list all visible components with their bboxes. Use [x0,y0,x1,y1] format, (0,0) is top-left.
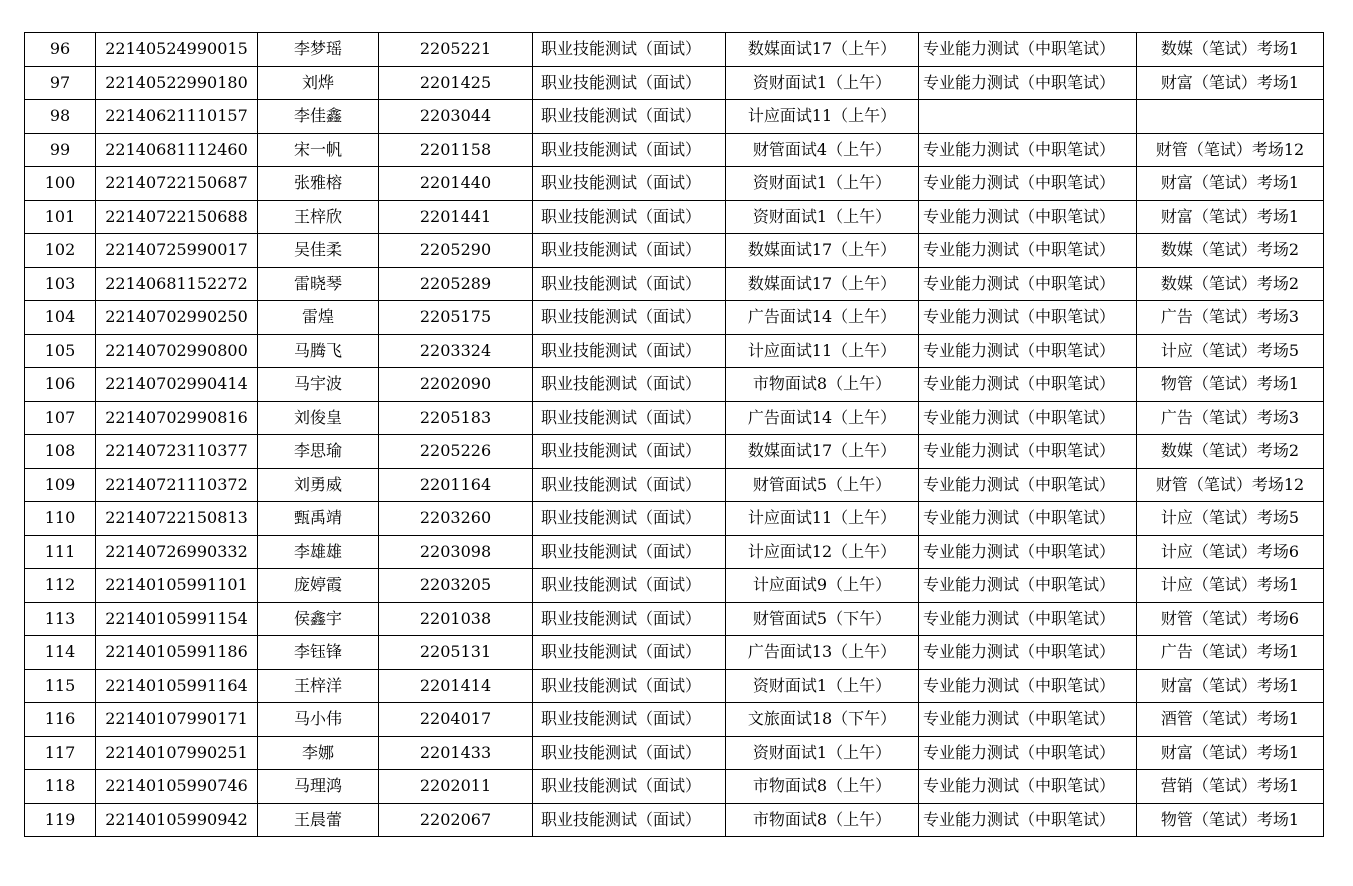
candidate-id-cell: 22140702990414 [96,368,258,402]
seq-number-cell: 111 [25,535,96,569]
table-body [25,33,1324,837]
name-cell: 王晨蕾 [258,803,379,837]
candidate-id-cell: 22140681152272 [96,267,258,301]
interview-group-cell: 广告面试13（上午） [726,636,919,670]
table-row [25,502,1324,536]
name-cell: 马理鸿 [258,770,379,804]
written-test-type-cell: 专业能力测试（中职笔试） [919,803,1137,837]
candidate-id-cell: 22140681112460 [96,133,258,167]
seq-number-cell: 117 [25,736,96,770]
written-room-cell: 广告（笔试）考场1 [1137,636,1324,670]
candidate-id-cell: 22140702990800 [96,334,258,368]
table-row [25,234,1324,268]
interview-group-cell: 财管面试5（下午） [726,602,919,636]
code-cell: 2203324 [379,334,533,368]
interview-group-cell: 广告面试14（上午） [726,301,919,335]
name-cell: 李梦瑶 [258,33,379,67]
code-cell: 2201433 [379,736,533,770]
table-row [25,569,1324,603]
written-test-type-cell [919,100,1137,134]
written-test-type-cell: 专业能力测试（中职笔试） [919,200,1137,234]
written-room-cell: 计应（笔试）考场1 [1137,569,1324,603]
interview-group-cell: 资财面试1（上午） [726,167,919,201]
table-row [25,368,1324,402]
written-test-type-cell: 专业能力测试（中职笔试） [919,502,1137,536]
written-room-cell: 数媒（笔试）考场2 [1137,267,1324,301]
table-row [25,602,1324,636]
code-cell: 2203044 [379,100,533,134]
interview-group-cell: 财管面试5（上午） [726,468,919,502]
name-cell: 李钰锋 [258,636,379,670]
candidate-id-cell: 22140105990746 [96,770,258,804]
name-cell: 李雄雄 [258,535,379,569]
candidate-id-cell: 22140621110157 [96,100,258,134]
seq-number-cell: 112 [25,569,96,603]
interview-group-cell: 财管面试4（上午） [726,133,919,167]
name-cell: 马小伟 [258,703,379,737]
written-test-type-cell: 专业能力测试（中职笔试） [919,770,1137,804]
interview-group-cell: 市物面试8（上午） [726,368,919,402]
code-cell: 2202067 [379,803,533,837]
code-cell: 2205289 [379,267,533,301]
written-room-cell: 营销（笔试）考场1 [1137,770,1324,804]
written-room-cell: 财富（笔试）考场1 [1137,669,1324,703]
code-cell: 2203260 [379,502,533,536]
interview-group-cell: 计应面试9（上午） [726,569,919,603]
test-type-cell: 职业技能测试（面试） [533,368,726,402]
seq-number-cell: 108 [25,435,96,469]
table-row [25,33,1324,67]
written-room-cell: 财富（笔试）考场1 [1137,200,1324,234]
code-cell: 2205183 [379,401,533,435]
test-type-cell: 职业技能测试（面试） [533,703,726,737]
interview-group-cell: 资财面试1（上午） [726,736,919,770]
written-test-type-cell: 专业能力测试（中职笔试） [919,133,1137,167]
code-cell: 2204017 [379,703,533,737]
interview-group-cell: 计应面试11（上午） [726,334,919,368]
table-row [25,401,1324,435]
seq-number-cell: 119 [25,803,96,837]
candidate-id-cell: 22140105991154 [96,602,258,636]
written-room-cell: 物管（笔试）考场1 [1137,803,1324,837]
test-type-cell: 职业技能测试（面试） [533,267,726,301]
test-type-cell: 职业技能测试（面试） [533,167,726,201]
candidate-id-cell: 22140722150688 [96,200,258,234]
written-room-cell: 财富（笔试）考场1 [1137,736,1324,770]
candidate-id-cell: 22140105991186 [96,636,258,670]
seq-number-cell: 100 [25,167,96,201]
code-cell: 2201158 [379,133,533,167]
seq-number-cell: 105 [25,334,96,368]
test-type-cell: 职业技能测试（面试） [533,66,726,100]
candidate-id-cell: 22140702990250 [96,301,258,335]
candidate-id-cell: 22140702990816 [96,401,258,435]
written-test-type-cell: 专业能力测试（中职笔试） [919,33,1137,67]
written-room-cell: 财富（笔试）考场1 [1137,167,1324,201]
written-test-type-cell: 专业能力测试（中职笔试） [919,334,1137,368]
table-row [25,435,1324,469]
written-test-type-cell: 专业能力测试（中职笔试） [919,535,1137,569]
name-cell: 李佳鑫 [258,100,379,134]
name-cell: 宋一帆 [258,133,379,167]
written-test-type-cell: 专业能力测试（中职笔试） [919,401,1137,435]
code-cell: 2201425 [379,66,533,100]
table-row [25,167,1324,201]
code-cell: 2203205 [379,569,533,603]
candidate-id-cell: 22140722150813 [96,502,258,536]
name-cell: 刘烨 [258,66,379,100]
test-type-cell: 职业技能测试（面试） [533,602,726,636]
table-row [25,803,1324,837]
test-type-cell: 职业技能测试（面试） [533,435,726,469]
written-room-cell: 计应（笔试）考场6 [1137,535,1324,569]
interview-group-cell: 数媒面试17（上午） [726,33,919,67]
written-room-cell: 计应（笔试）考场5 [1137,502,1324,536]
candidate-id-cell: 22140107990171 [96,703,258,737]
interview-group-cell: 文旅面试18（下午） [726,703,919,737]
seq-number-cell: 116 [25,703,96,737]
seq-number-cell: 107 [25,401,96,435]
seq-number-cell: 96 [25,33,96,67]
test-type-cell: 职业技能测试（面试） [533,334,726,368]
written-test-type-cell: 专业能力测试（中职笔试） [919,636,1137,670]
written-test-type-cell: 专业能力测试（中职笔试） [919,234,1137,268]
written-room-cell: 财富（笔试）考场1 [1137,66,1324,100]
test-type-cell: 职业技能测试（面试） [533,502,726,536]
seq-number-cell: 106 [25,368,96,402]
code-cell: 2202090 [379,368,533,402]
interview-group-cell: 广告面试14（上午） [726,401,919,435]
written-room-cell [1137,100,1324,134]
written-room-cell: 数媒（笔试）考场1 [1137,33,1324,67]
code-cell: 2205290 [379,234,533,268]
code-cell: 2205226 [379,435,533,469]
written-test-type-cell: 专业能力测试（中职笔试） [919,602,1137,636]
test-type-cell: 职业技能测试（面试） [533,736,726,770]
name-cell: 刘勇威 [258,468,379,502]
table-row [25,100,1324,134]
name-cell: 吴佳柔 [258,234,379,268]
name-cell: 雷晓琴 [258,267,379,301]
test-type-cell: 职业技能测试（面试） [533,401,726,435]
interview-group-cell: 资财面试1（上午） [726,66,919,100]
seq-number-cell: 109 [25,468,96,502]
table-row [25,133,1324,167]
code-cell: 2201164 [379,468,533,502]
code-cell: 2202011 [379,770,533,804]
interview-group-cell: 资财面试1（上午） [726,669,919,703]
seq-number-cell: 101 [25,200,96,234]
name-cell: 庞婷霞 [258,569,379,603]
candidate-id-cell: 22140522990180 [96,66,258,100]
seq-number-cell: 104 [25,301,96,335]
written-room-cell: 广告（笔试）考场3 [1137,401,1324,435]
seq-number-cell: 102 [25,234,96,268]
table-row [25,770,1324,804]
name-cell: 马宇波 [258,368,379,402]
test-type-cell: 职业技能测试（面试） [533,569,726,603]
interview-group-cell: 市物面试8（上午） [726,803,919,837]
code-cell: 2201440 [379,167,533,201]
table-row [25,334,1324,368]
candidate-id-cell: 22140721110372 [96,468,258,502]
name-cell: 侯鑫宇 [258,602,379,636]
test-type-cell: 职业技能测试（面试） [533,803,726,837]
written-room-cell: 数媒（笔试）考场2 [1137,435,1324,469]
written-test-type-cell: 专业能力测试（中职笔试） [919,435,1137,469]
seq-number-cell: 103 [25,267,96,301]
written-test-type-cell: 专业能力测试（中职笔试） [919,736,1137,770]
written-test-type-cell: 专业能力测试（中职笔试） [919,167,1137,201]
candidate-id-cell: 22140105991164 [96,669,258,703]
table-row [25,535,1324,569]
interview-group-cell: 数媒面试17（上午） [726,267,919,301]
seq-number-cell: 114 [25,636,96,670]
written-test-type-cell: 专业能力测试（中职笔试） [919,267,1137,301]
test-type-cell: 职业技能测试（面试） [533,301,726,335]
name-cell: 马腾飞 [258,334,379,368]
table-row [25,636,1324,670]
name-cell: 张雅榕 [258,167,379,201]
written-room-cell: 物管（笔试）考场1 [1137,368,1324,402]
table-row [25,468,1324,502]
seq-number-cell: 118 [25,770,96,804]
test-type-cell: 职业技能测试（面试） [533,33,726,67]
code-cell: 2205131 [379,636,533,670]
code-cell: 2201414 [379,669,533,703]
test-type-cell: 职业技能测试（面试） [533,535,726,569]
written-room-cell: 财管（笔试）考场12 [1137,468,1324,502]
interview-group-cell: 数媒面试17（上午） [726,435,919,469]
interview-group-cell: 计应面试12（上午） [726,535,919,569]
table-row [25,736,1324,770]
code-cell: 2205175 [379,301,533,335]
seq-number-cell: 113 [25,602,96,636]
written-room-cell: 酒管（笔试）考场1 [1137,703,1324,737]
candidate-id-cell: 22140105991101 [96,569,258,603]
written-test-type-cell: 专业能力测试（中职笔试） [919,301,1137,335]
seq-number-cell: 99 [25,133,96,167]
table-row [25,66,1324,100]
name-cell: 王梓欣 [258,200,379,234]
table-row [25,267,1324,301]
test-type-cell: 职业技能测试（面试） [533,770,726,804]
name-cell: 王梓洋 [258,669,379,703]
candidate-id-cell: 22140722150687 [96,167,258,201]
written-test-type-cell: 专业能力测试（中职笔试） [919,66,1137,100]
candidate-id-cell: 22140105990942 [96,803,258,837]
seq-number-cell: 98 [25,100,96,134]
candidate-id-cell: 22140524990015 [96,33,258,67]
exam-assignment-table [24,32,1324,837]
test-type-cell: 职业技能测试（面试） [533,133,726,167]
written-test-type-cell: 专业能力测试（中职笔试） [919,468,1137,502]
written-room-cell: 广告（笔试）考场3 [1137,301,1324,335]
name-cell: 李思瑜 [258,435,379,469]
code-cell: 2201441 [379,200,533,234]
code-cell: 2201038 [379,602,533,636]
interview-group-cell: 资财面试1（上午） [726,200,919,234]
interview-group-cell: 市物面试8（上午） [726,770,919,804]
name-cell: 李娜 [258,736,379,770]
test-type-cell: 职业技能测试（面试） [533,100,726,134]
test-type-cell: 职业技能测试（面试） [533,234,726,268]
written-test-type-cell: 专业能力测试（中职笔试） [919,368,1137,402]
code-cell: 2203098 [379,535,533,569]
written-room-cell: 财管（笔试）考场6 [1137,602,1324,636]
name-cell: 甄禹靖 [258,502,379,536]
table-row [25,200,1324,234]
test-type-cell: 职业技能测试（面试） [533,636,726,670]
interview-group-cell: 计应面试11（上午） [726,100,919,134]
written-room-cell: 数媒（笔试）考场2 [1137,234,1324,268]
written-room-cell: 财管（笔试）考场12 [1137,133,1324,167]
table-row [25,669,1324,703]
written-test-type-cell: 专业能力测试（中职笔试） [919,669,1137,703]
candidate-id-cell: 22140723110377 [96,435,258,469]
candidate-id-cell: 22140725990017 [96,234,258,268]
interview-group-cell: 计应面试11（上午） [726,502,919,536]
candidate-id-cell: 22140107990251 [96,736,258,770]
seq-number-cell: 115 [25,669,96,703]
written-test-type-cell: 专业能力测试（中职笔试） [919,703,1137,737]
code-cell: 2205221 [379,33,533,67]
written-room-cell: 计应（笔试）考场5 [1137,334,1324,368]
table-row [25,301,1324,335]
seq-number-cell: 110 [25,502,96,536]
name-cell: 刘俊皇 [258,401,379,435]
table-row [25,703,1324,737]
test-type-cell: 职业技能测试（面试） [533,200,726,234]
interview-group-cell: 数媒面试17（上午） [726,234,919,268]
name-cell: 雷煌 [258,301,379,335]
written-test-type-cell: 专业能力测试（中职笔试） [919,569,1137,603]
candidate-id-cell: 22140726990332 [96,535,258,569]
test-type-cell: 职业技能测试（面试） [533,468,726,502]
seq-number-cell: 97 [25,66,96,100]
test-type-cell: 职业技能测试（面试） [533,669,726,703]
